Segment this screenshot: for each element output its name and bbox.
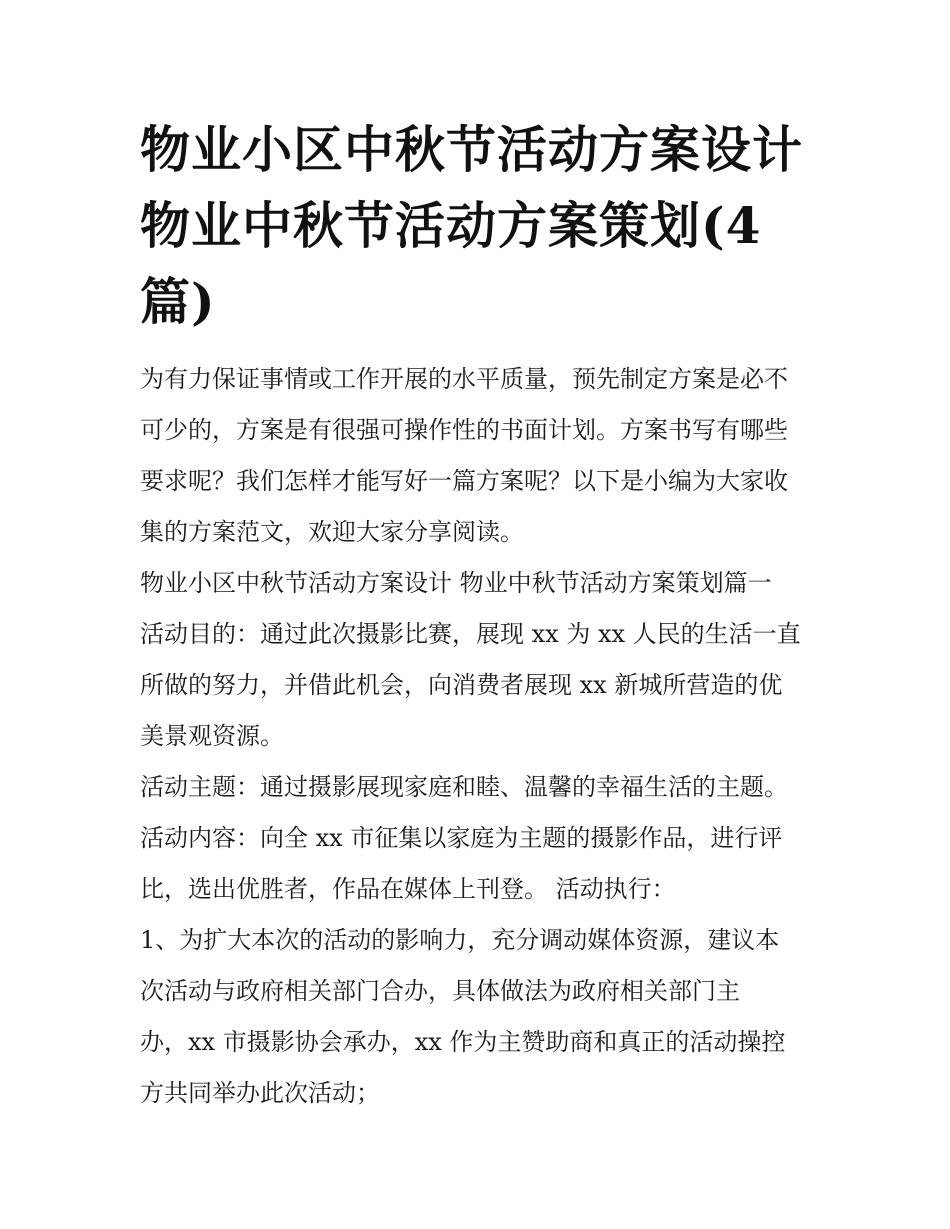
paragraph-activity-content [140,813,830,915]
text-line: 美景观资源。 [140,722,284,750]
text-line: 可少的，方案是有很强可操作性的书面计划。方案书写有哪些 [140,416,788,444]
text-line: 活动主题：通过摄影展现家庭和睦、温馨的幸福生活的主题。 [140,773,788,801]
text-line: 物业小区中秋节活动方案设计 物业中秋节活动方案策划篇一 [140,569,772,597]
text-line: 比，选出优胜者，作品在媒体上刊登。 活动执行： [140,875,676,903]
paragraph-activity-purpose [140,609,830,762]
paragraph-intro [140,354,830,558]
text-line: 为有力保证事情或工作开展的水平质量，预先制定方案是必不 [140,365,788,393]
text-line: 办，xx 市摄影协会承办，xx 作为主赞助商和真正的活动操控 [140,1028,786,1056]
text-line: 方共同举办此次活动； [140,1079,380,1107]
document-body [140,354,830,1119]
title-line: 篇) [140,272,216,331]
paragraph-activity-theme [140,762,830,813]
text-line: 集的方案范文，欢迎大家分享阅读。 [140,518,524,546]
text-line: 活动内容：向全 xx 市征集以家庭为主题的摄影作品，进行评 [140,824,783,852]
document-title [140,112,830,340]
text-line: 1、为扩大本次的活动的影响力，充分调动媒体资源，建议本 [140,926,780,954]
text-line: 次活动与政府相关部门合办，具体做法为政府相关部门主 [140,977,740,1005]
text-line: 所做的努力，并借此机会，向消费者展现 xx 新城所营造的优 [140,671,783,699]
title-line: 物业中秋节活动方案策划(4 [140,196,762,255]
paragraph-execution-item-1 [140,915,830,1119]
text-line: 要求呢？我们怎样才能写好一篇方案呢？以下是小编为大家收 [140,467,788,495]
paragraph-section-heading [140,558,830,609]
text-line: 活动目的：通过此次摄影比赛，展现 xx 为 xx 人民的生活一直 [140,620,801,648]
title-line: 物业小区中秋节活动方案设计 [140,120,803,179]
